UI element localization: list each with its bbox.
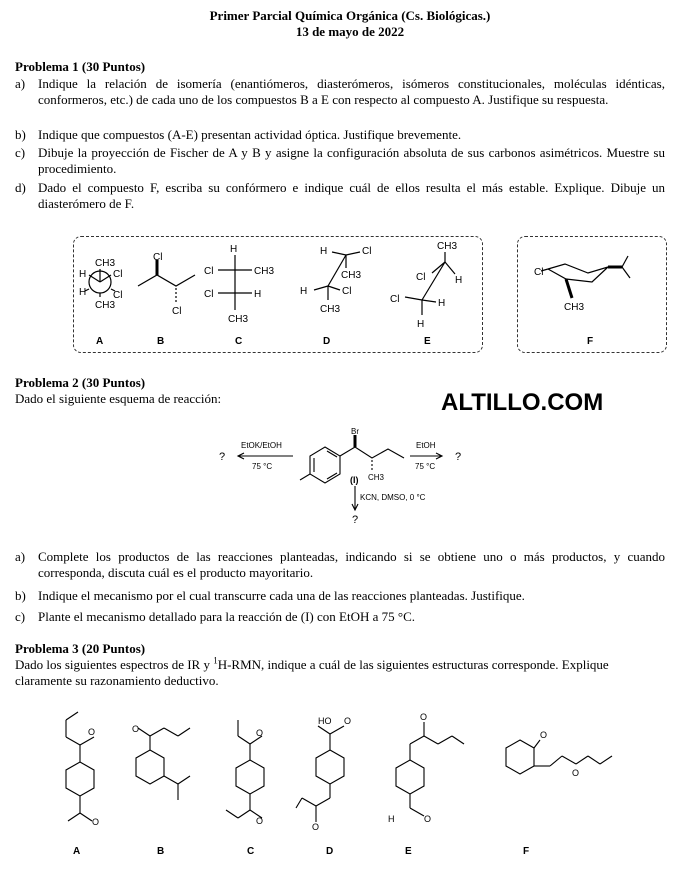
p3-label-a: A [73, 846, 81, 857]
svg-text:CH3: CH3 [228, 314, 249, 325]
svg-text:O: O [256, 816, 264, 826]
p2-item-a: a) Complete los productos de las reacciones planteadas, indicando si se obtiene uno o más productos, y cuando corresponda, discuta cuál es el producto mayoritario. [15, 549, 665, 580]
unknown-left: ? [219, 451, 226, 463]
p3-label-c: C [247, 846, 255, 857]
problem-3-heading: Problema 3 (20 Puntos) [15, 641, 146, 656]
svg-text:H: H [388, 814, 395, 824]
svg-text:O: O [572, 768, 580, 778]
struct-label-a: A [96, 336, 104, 347]
p1-item-a: a) Indique la relación de isomería (enantiómeros, diasterómeros, isómeros constitucionales, moléculas idénticas, conformeros, etc.) de cada uno de los compuestos B a E con respecto al compuesto A. Justifique su respuesta. [15, 76, 665, 107]
reaction-scheme-svg [0, 420, 700, 535]
exam-date: 13 de mayo de 2022 [295, 24, 405, 39]
p3-label-d: D [326, 846, 334, 857]
svg-text:CH3: CH3 [95, 258, 116, 269]
svg-text:O: O [424, 814, 432, 824]
p2-item-b: b) Indique el mecanismo por el cual transcurre cada una de las reacciones planteadas. Justifique. [15, 588, 525, 603]
svg-text:Cl: Cl [362, 246, 372, 257]
svg-text:Cl: Cl [204, 289, 214, 300]
svg-text:Cl: Cl [390, 294, 400, 305]
svg-text:CH3: CH3 [368, 473, 385, 482]
svg-text:H: H [455, 275, 463, 286]
svg-text:CH3: CH3 [95, 300, 116, 311]
problem-3-intro: Dado los siguientes espectros de IR y $^1$H-RMN, indique a cuál de las siguientes estructuras corresponde. Explique claramente su razonamiento deductivo. [15, 655, 609, 688]
struct-label-d: D [323, 336, 331, 347]
svg-text:O: O [344, 716, 352, 726]
svg-text:HO: HO [318, 716, 332, 726]
left-reagent: EtOK/EtOH [241, 441, 282, 450]
svg-text:H: H [230, 244, 238, 255]
p3-label-b: B [157, 846, 165, 857]
svg-text:Cl: Cl [172, 306, 182, 317]
p2-item-c: c) Plante el mecanismo detallado para la reacción de (I) con EtOH a 75 °C. [15, 609, 415, 624]
svg-text:Cl: Cl [153, 252, 163, 263]
svg-text:O: O [540, 730, 548, 740]
svg-text:CH3: CH3 [437, 241, 458, 252]
svg-text:H: H [300, 286, 308, 297]
svg-text:Cl: Cl [342, 286, 352, 297]
svg-text:H: H [254, 289, 262, 300]
compound-label: (I) [350, 475, 359, 485]
right-reagent: EtOH [416, 441, 436, 450]
problem-2-heading: Problema 2 (30 Puntos) [15, 375, 146, 390]
svg-text:O: O [88, 727, 96, 737]
svg-text:CH3: CH3 [254, 266, 275, 277]
svg-text:H: H [417, 319, 425, 330]
struct-label-f: F [587, 336, 594, 347]
svg-text:O: O [420, 712, 428, 722]
svg-text:Cl: Cl [534, 267, 544, 278]
p1-item-b: b) Indique que compuestos (A-E) presentan actividad óptica. Justifique brevemente. [15, 127, 462, 142]
svg-text:O: O [256, 728, 264, 738]
unknown-down: ? [352, 514, 359, 526]
svg-text:CH3: CH3 [320, 304, 341, 315]
struct-label-c: C [235, 336, 243, 347]
down-reagent: KCN, DMSO, 0 °C [360, 493, 426, 502]
problem-1-heading: Problema 1 (30 Puntos) [15, 59, 146, 74]
svg-text:H: H [79, 287, 87, 298]
svg-text:Br: Br [351, 427, 359, 436]
svg-text:H: H [438, 298, 446, 309]
svg-text:H: H [79, 269, 87, 280]
left-temp: 75 °C [252, 462, 273, 471]
svg-text:CH3: CH3 [564, 302, 585, 313]
svg-text:Cl: Cl [113, 290, 123, 301]
p3-label-e: E [405, 846, 412, 857]
struct-label-b: B [157, 336, 165, 347]
exam-title: Primer Parcial Química Orgánica (Cs. Biológicas.) [209, 8, 491, 23]
p3-label-f: F [523, 846, 530, 857]
svg-text:Cl: Cl [113, 269, 123, 280]
p3-structures-svg [0, 700, 700, 870]
p1-item-d: d) Dado el compuesto F, escriba su confórmero e indique cuál de ellos resulta el más estable. Explique. Dibuje un diasterómero de F. [15, 180, 665, 211]
watermark: ALTILLO.COM [441, 389, 604, 416]
right-temp: 75 °C [415, 462, 436, 471]
problem-2-intro: Dado el siguiente esquema de reacción: [15, 391, 222, 406]
svg-text:H: H [320, 246, 328, 257]
svg-text:O: O [132, 724, 140, 734]
svg-text:O: O [92, 817, 100, 827]
struct-label-e: E [424, 336, 431, 347]
svg-text:Cl: Cl [416, 272, 426, 283]
unknown-right: ? [455, 451, 462, 463]
svg-text:O: O [312, 822, 320, 832]
svg-text:CH3: CH3 [341, 270, 362, 281]
svg-text:Cl: Cl [204, 266, 214, 277]
p1-structures-svg [0, 230, 700, 360]
p1-item-c: c) Dibuje la proyección de Fischer de A y B y asigne la configuración absoluta de sus carbonos asimétricos. Muestre su procedimiento. [15, 145, 665, 176]
